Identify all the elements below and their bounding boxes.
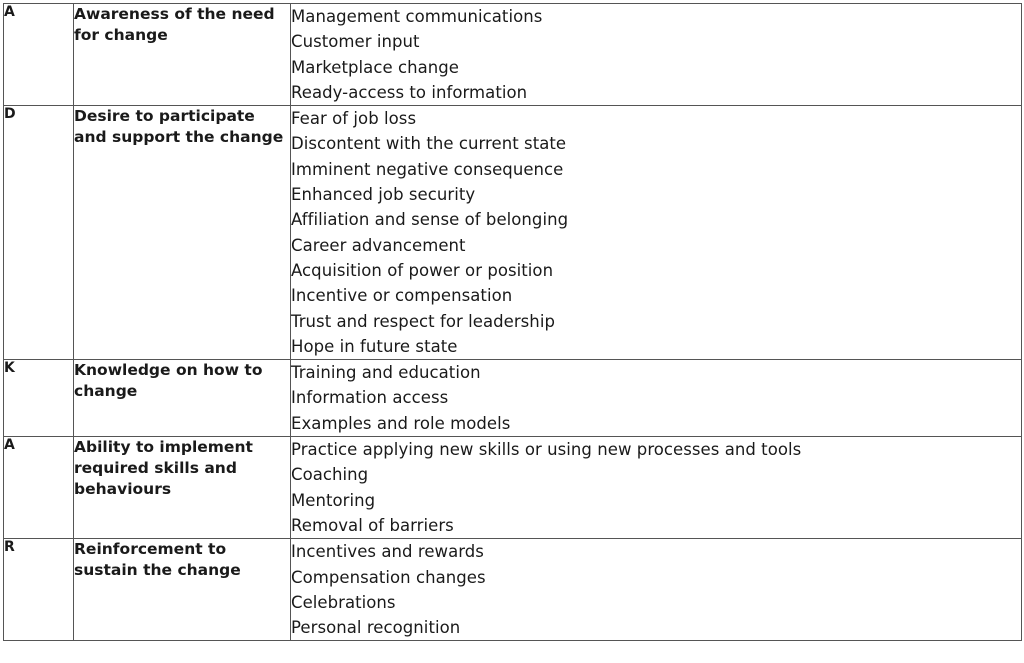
factor-item: Incentives and rewards [291,542,484,562]
factor-item: Career advancement [291,235,466,255]
factor-item: Enhanced job security [291,185,476,205]
factor-item: Personal recognition [291,618,461,638]
row-element: Ability to implement required skills and behaviours [74,437,291,539]
table-row [4,360,1022,437]
adkar-table-body [4,4,1022,641]
factor-item: Practice applying new skills or using new processes and tools [291,440,802,460]
factor-item: Examples and role models [291,413,511,433]
row-factors [291,539,1022,641]
table-row [4,539,1022,641]
factor-item: Acquisition of power or position [291,260,554,280]
row-element: Reinforcement to sustain the change [74,539,291,641]
row-element: Knowledge on how to change [74,360,291,437]
factor-item: Customer input [291,32,420,52]
row-factors [291,360,1022,437]
table-row [4,4,1022,106]
factor-item: Fear of job loss [291,109,417,129]
factor-item: Hope in future state [291,336,458,356]
factor-item: Incentive or compensation [291,286,513,306]
factor-item: Discontent with the current state [291,134,567,154]
row-letter: R [4,539,74,641]
adkar-table [3,3,1022,641]
table-row [4,437,1022,539]
factor-item: Compensation changes [291,567,486,587]
factor-item: Training and education [291,363,481,383]
factor-item: Coaching [291,465,369,485]
row-factors [291,437,1022,539]
row-letter: K [4,360,74,437]
factor-item: Mentoring [291,490,376,510]
row-factors [291,106,1022,360]
factor-item: Marketplace change [291,57,459,77]
factor-item: Imminent negative consequence [291,159,564,179]
factor-item: Trust and respect for leadership [291,311,555,331]
row-letter: A [4,4,74,106]
table-row [4,106,1022,360]
row-element: Awareness of the need for change [74,4,291,106]
factor-item: Management communications [291,7,543,26]
factor-item: Celebrations [291,592,396,612]
factor-item: Ready-access to information [291,82,528,102]
factor-item: Affiliation and sense of belonging [291,210,569,230]
row-element: Desire to participate and support the change [74,106,291,360]
factor-item: Information access [291,388,449,408]
row-letter: A [4,437,74,539]
factor-item: Removal of barriers [291,515,454,535]
row-factors [291,4,1022,106]
row-letter: D [4,106,74,360]
